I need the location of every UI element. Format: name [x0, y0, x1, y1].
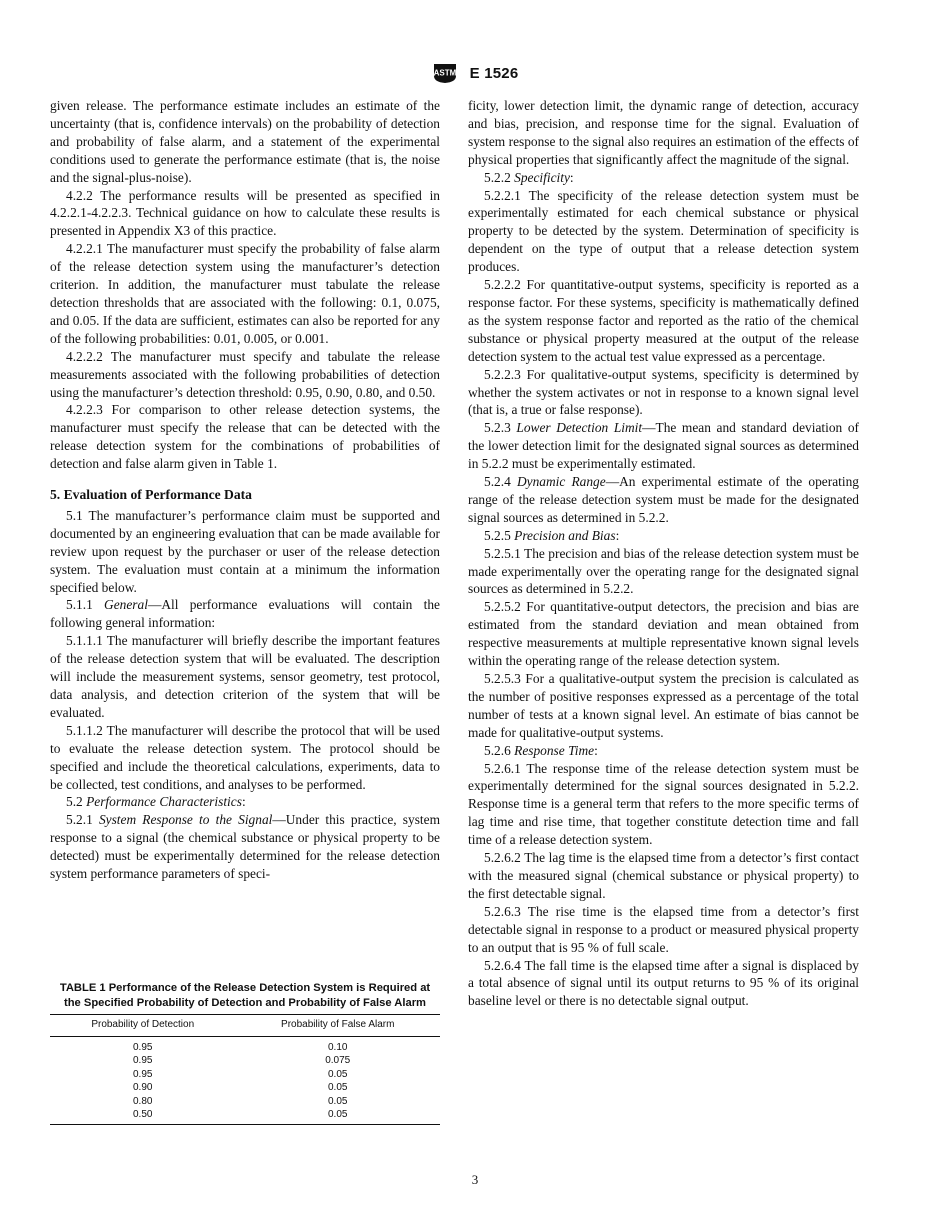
paragraph-5-2-6-2: 5.2.6.2 The lag time is the elapsed time from a detector’s first contact with the measured signal (chemical substance or physical property) to the first detectable signal.: [468, 850, 859, 901]
table-row: 0.80 0.05: [133, 1095, 348, 1107]
paragraph-4-2-2-3: 4.2.2.3 For comparison to other release detection systems, the manufacturer must specify the release that can be detected with the release detection system for the combinations of probabilities of detection and false alarm given in Table 1.: [50, 402, 440, 472]
paragraph-4-2-1-cont: given release. The performance estimate includes an estimate of the uncertainty (that is, confidence intervals) on the probability of detection and probability of false alarm, and a statement of the experimental conditions used to generate the performance estimate (that is, the noise and the signal-plus-noise).: [50, 98, 440, 185]
paragraph-5-2: 5.2 Performance Characteristics:: [66, 794, 246, 810]
table-row: 0.95 0.10: [133, 1041, 348, 1053]
table-1-caption: TABLE 1 Performance of the Release Detection System is Required at the Specified Probability of Detection and Probability of False Alarm: [59, 982, 431, 1009]
paragraph-5-2-1: 5.2.1 System Response to the Signal—Under this practice, system response to a signal (the chemical substance or physical property to be detected) must be experimentally determined for the release detection system performance parameters of speci-: [50, 812, 440, 882]
paragraph-5-2-3: 5.2.3 Lower Detection Limit—The mean and standard deviation of the lower detection limit for the designated signal sources as determined in 5.2.2 must be experimentally estimated.: [468, 420, 859, 472]
page-header: [0, 62, 950, 88]
table-1-grid: [50, 1014, 440, 1125]
paragraph-5-2-2: 5.2.2 Specificity:: [484, 169, 574, 185]
table-row: 0.95 0.05: [133, 1068, 348, 1080]
paragraph-5-2-2-3: 5.2.2.3 For qualitative-output systems, specificity is determined by whether the system activates or not in response to a known signal level (that is, a true or false response).: [468, 366, 859, 418]
paragraph-5-2-6-3: 5.2.6.3 The rise time is the elapsed time from a detector’s first detectable signal in response to a product or measured physical property to an output that is 95 % of full scale.: [468, 903, 859, 955]
paragraph-5-1-1-1: 5.1.1.1 The manufacturer will briefly describe the important features of the release detection system that will be evaluated. The description will include the measurement systems, sensor geometry, test protocol, data analysis, and detection criterion of the system that will be evaluated.: [50, 633, 440, 720]
paragraph-5-2-5-2: 5.2.5.2 For quantitative-output detectors, the precision and bias are estimated from the standard deviation and mean obtained from respective measurements at multiple representative known signal levels within the operating range of the release detection system.: [468, 599, 859, 669]
svg-text:ASTM: ASTM: [433, 68, 456, 78]
term-lower-detection-limit: Lower Detection Limit: [516, 420, 643, 436]
term-dynamic-range: Dynamic Range: [516, 474, 606, 490]
page-number: 3: [471, 1172, 479, 1187]
table-header-false-alarm: Probability of False Alarm: [235, 1015, 440, 1037]
table-row: 0.90 0.05: [133, 1082, 348, 1094]
term-system-response: System Response to the Signal: [98, 812, 273, 828]
right-column: [468, 97, 859, 1010]
left-column: [50, 97, 440, 883]
table-row: 0.50 0.05: [50, 1108, 440, 1124]
paragraph-4-2-2: 4.2.2 The performance results will be presented as specified in 4.2.2.1-4.2.2.3. Technical guidance on how to calculate these results is presented in Appendix X3 of this practice.: [50, 187, 440, 239]
table-1: [50, 981, 440, 1125]
paragraph-4-2-2-1: 4.2.2.1 The manufacturer must specify the probability of false alarm of the release detection system using the manufacturer’s detection criterion. In addition, the manufacturer must tabulate the release detection thresholds that are associated with the following: 0.1, 0.075, and 0.05. If the data are sufficient, estimates can also be reported for any of the following probabilities: 0.01, 0.005, or 0.001.: [50, 241, 440, 346]
section-5-heading: 5. Evaluation of Performance Data: [50, 487, 252, 503]
paragraph-5-1: 5.1 The manufacturer’s performance claim must be supported and documented by an engineering evaluation that can be made available for review upon request by the purchaser or user of the release detection system. The evaluation must contain at a minimum the information specified below.: [50, 507, 440, 595]
paragraph-4-2-2-2: 4.2.2.2 The manufacturer must specify and tabulate the release measurements associated with the following probabilities of detection using the manufacturer’s detection threshold: 0.95, 0.90, 0.80, and 0.50.: [50, 348, 440, 400]
standard-code: E 1526: [469, 64, 519, 82]
term-performance-characteristics: Performance Characteristics: [86, 794, 242, 810]
paragraph-5-2-5-3: 5.2.5.3 For a qualitative-output system the precision is calculated as the number of positive responses expressed as a percentage of the total number of tests at a known signal level. An estimate of bias cannot be made for qualitative-output systems.: [468, 671, 859, 740]
paragraph-5-2-6-1: 5.2.6.1 The response time of the release detection system must be experimentally determined for the signal sources designated in 5.2.2. Response time is a general term that refers to the more specific terms of lag time and rise time, that together constitute detection time and fall time of a release detection system.: [468, 760, 859, 848]
paragraph-5-2-4: 5.2.4 Dynamic Range—An experimental estimate of the operating range of the release detection system must be made for the designated signal sources as determined in 5.2.2.: [468, 474, 859, 525]
paragraph-5-2-2-2: 5.2.2.2 For quantitative-output systems, specificity is reported as a response factor. For these systems, specificity is mathematically defined as the system response factor and reported as the ratio of the chemical substance or physical property measured at the output of the release detection system to the actual test value expressed as a percentage.: [468, 277, 859, 364]
table-row: 0.95 0.075: [133, 1055, 351, 1067]
paragraph-5-1-1: 5.1.1 General—All performance evaluations will contain the following general information:: [50, 597, 440, 631]
term-general: General: [104, 597, 148, 613]
term-response-time: Response Time: [514, 742, 595, 758]
term-specificity: Specificity: [514, 169, 570, 185]
paragraph-5-2-5: 5.2.5 Precision and Bias:: [484, 527, 620, 543]
table-header-detection: Probability of Detection: [50, 1015, 235, 1037]
astm-logo-icon: [432, 62, 458, 84]
paragraph-5-2-6: 5.2.6 Response Time:: [484, 742, 598, 758]
paragraph-5-2-2-1: 5.2.2.1 The specificity of the release detection system must be experimentally estimated for each chemical substance or physical property to be detected by the system. Determination of specificity is dependent on the type of output that a release detection system produces.: [468, 187, 859, 275]
paragraph-5-2-5-1: 5.2.5.1 The precision and bias of the release detection system must be made experimentally over the operating range for the designated signal sources as determined in 5.2.2.: [468, 545, 859, 597]
paragraph-5-2-6-4: 5.2.6.4 The fall time is the elapsed time after a signal is displaced by a total absence of signal until its output returns to 95 % of its original baseline level or there is no detectable signal output.: [468, 957, 859, 1009]
term-precision-bias: Precision and Bias: [514, 527, 616, 543]
paragraph-5-1-1-2: 5.1.1.2 The manufacturer will describe the protocol that will be used to evaluate the release detection system. The protocol should be specified and include the theoretical calculations, experiments, data to be collected, test conditions, and analyses to be performed.: [50, 722, 440, 792]
paragraph-5-2-1-cont: ficity, lower detection limit, the dynamic range of detection, accuracy and bias, precision, and response time for the signal. Evaluation of system response to the signal also requires an estimation of the effects of physical properties that significantly affect the magnitude of the signal.: [468, 98, 859, 167]
